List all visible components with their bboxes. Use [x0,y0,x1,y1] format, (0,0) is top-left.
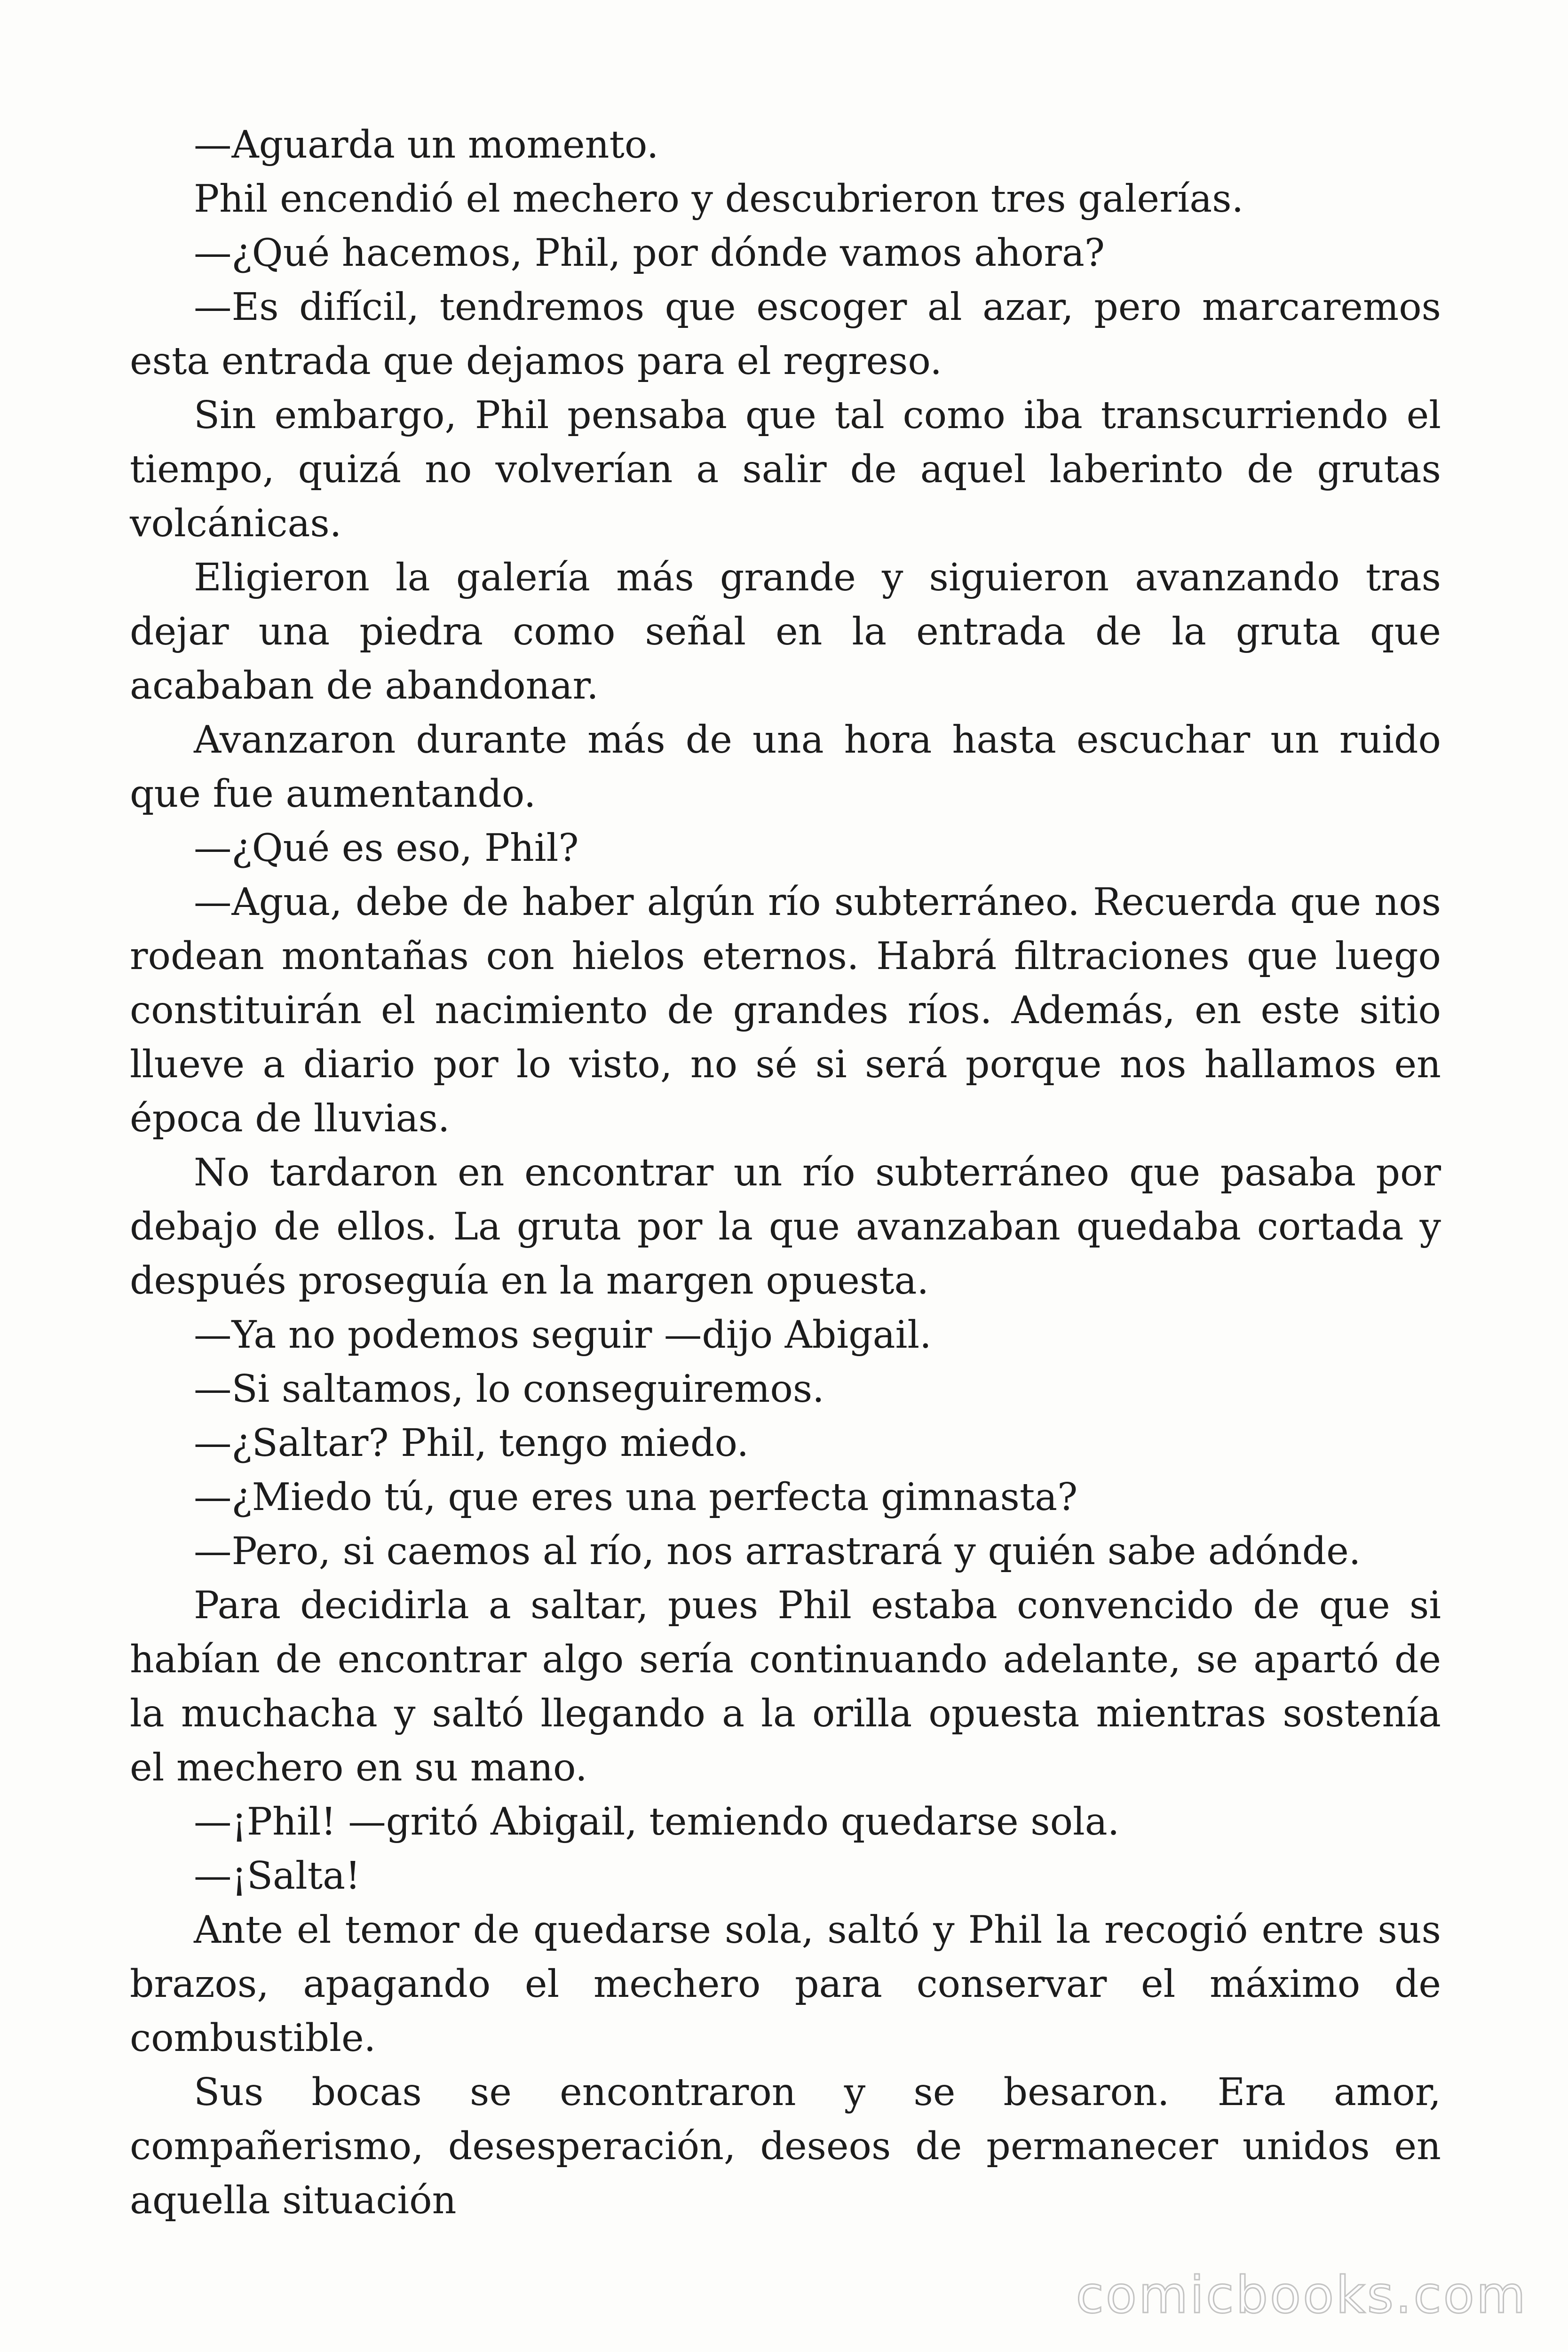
paragraph: Avanzaron durante más de una hora hasta escuchar un ruido que fue aumentando. [130,717,1441,816]
paragraph: —¿Qué es eso, Phil? [194,826,579,870]
paragraph: —Pero, si caemos al río, nos arrastrará y quién sabe adónde. [194,1529,1361,1573]
paragraph: No tardaron en encontrar un río subterráneo que pasaba por debajo de ellos. La gruta por la que avanzaban quedaba cortada y después proseguía en la margen opuesta. [130,1150,1441,1303]
paragraph: —Es difícil, tendremos que escoger al azar, pero marcaremos esta entrada que dejamos para el regreso. [130,285,1441,383]
paragraph: —¿Miedo tú, que eres una perfecta gimnasta? [194,1475,1078,1519]
book-page-text [130,118,1441,2227]
paragraph: Sus bocas se encontraron y se besaron. Era amor, compañerismo, desesperación, deseos de permanecer unidos en aquella situación [130,2070,1441,2222]
site-watermark: comicbooks.com [1076,2266,1528,2325]
paragraph: —Agua, debe de haber algún río subterráneo. Recuerda que nos rodean montañas con hielos eternos. Habrá filtraciones que luego constituirán el nacimiento de grandes ríos. Además, en este sitio llueve a diario por lo visto, no sé si será porque nos hallamos en época de lluvias. [130,880,1441,1140]
paragraph: —¡Salta! [194,1853,361,1898]
paragraph: —¡Phil! —gritó Abigail, temiendo quedarse sola. [194,1799,1120,1843]
paragraph: —Si saltamos, lo conseguiremos. [194,1367,824,1411]
paragraph: —¿Qué hacemos, Phil, por dónde vamos ahora? [194,230,1105,275]
paragraph: Sin embargo, Phil pensaba que tal como iba transcurriendo el tiempo, quizá no volverían a salir de aquel laberinto de grutas volcánicas. [130,393,1441,545]
paragraph: —Ya no podemos seguir —dijo Abigail. [194,1312,932,1357]
paragraph: Phil encendió el mechero y descubrieron tres galerías. [194,176,1244,221]
paragraph: Para decidirla a saltar, pues Phil estaba convencido de que si habían de encontrar algo sería continuando adelante, se apartó de la muchacha y saltó llegando a la orilla opuesta mientras sostenía el mechero en su mano. [130,1583,1441,1789]
paragraph: Eligieron la galería más grande y siguieron avanzando tras dejar una piedra como señal en la entrada de la gruta que acababan de abandonar. [130,555,1441,707]
paragraph: —Aguarda un momento. [194,122,659,167]
paragraph: Ante el temor de quedarse sola, saltó y Phil la recogió entre sus brazos, apagando el mechero para conservar el máximo de combustible. [130,1907,1441,2060]
paragraph: —¿Saltar? Phil, tengo miedo. [194,1421,749,1465]
